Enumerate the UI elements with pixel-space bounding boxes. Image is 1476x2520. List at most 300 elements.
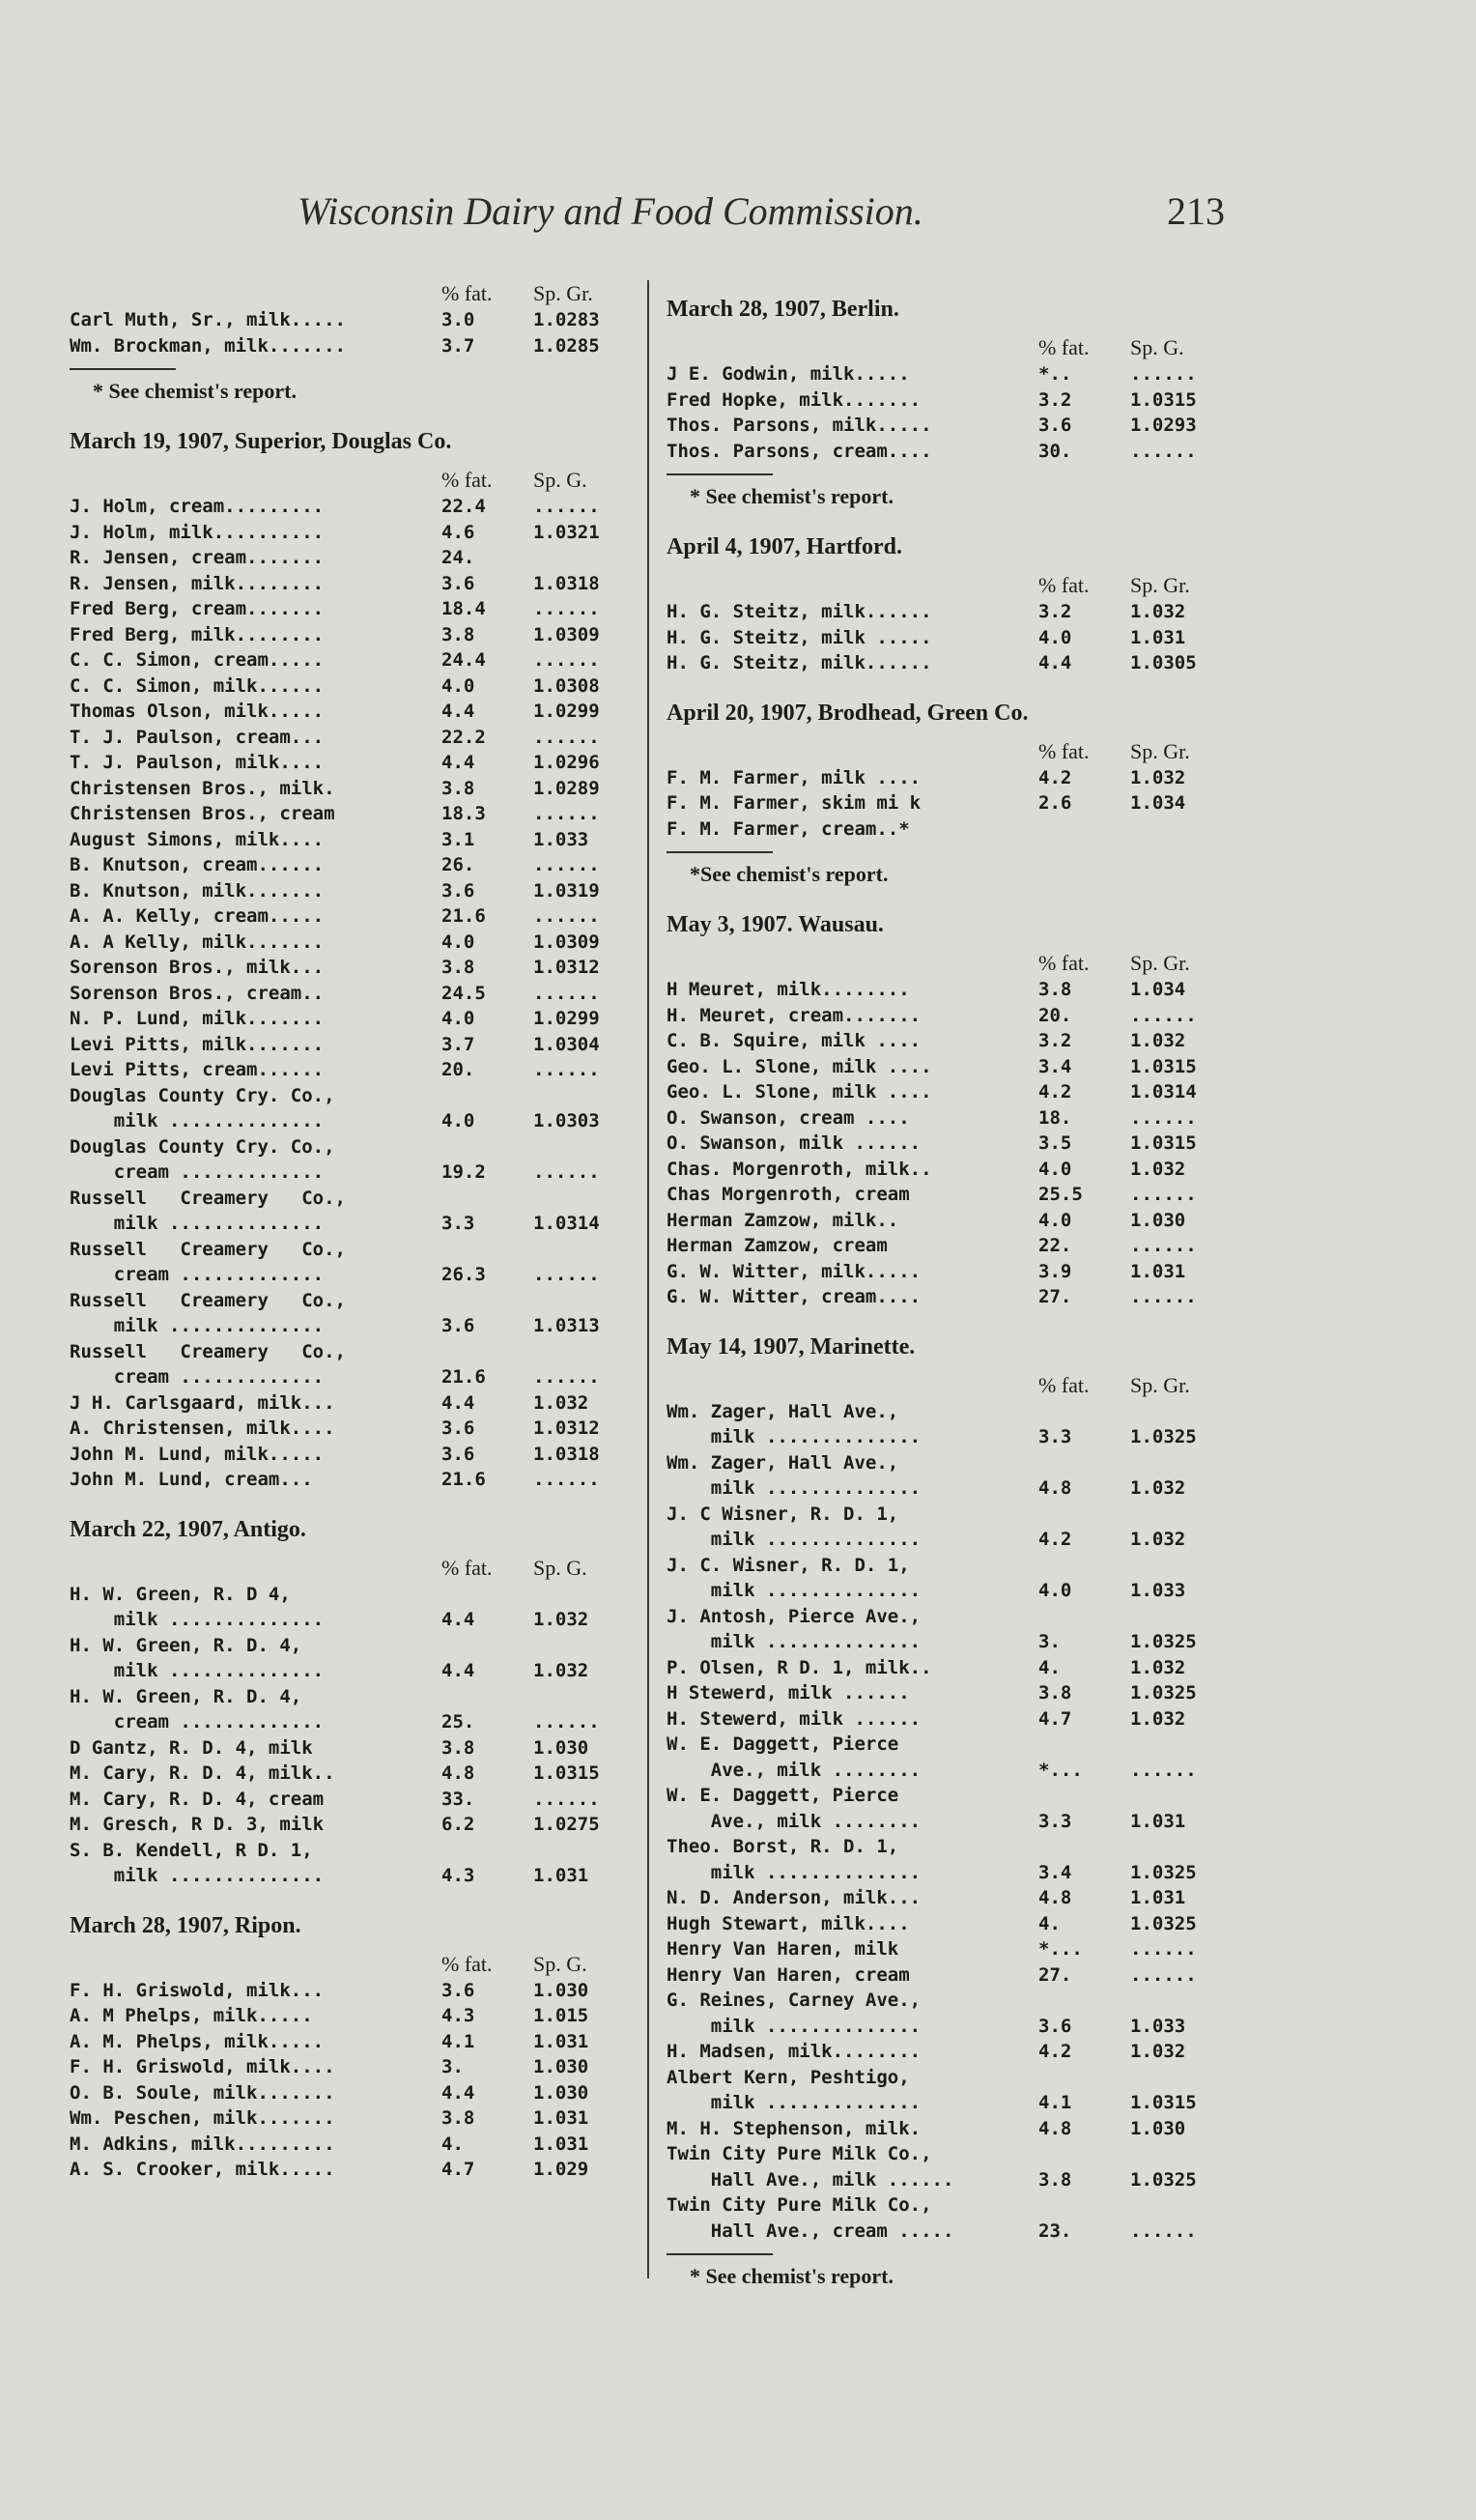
sample-name: T. J. Paulson, cream... [70, 726, 325, 748]
table-row [70, 1211, 649, 1237]
table-row [70, 1339, 649, 1365]
sample-name: T. J. Paulson, milk.... [70, 752, 325, 773]
fat-value: 3.5 [1038, 1132, 1072, 1154]
table-row [70, 307, 649, 333]
section-heading: April 4, 1907, Hartford. [667, 534, 902, 559]
fat-value: 4.4 [441, 1609, 475, 1630]
fat-value: 3.6 [441, 879, 475, 902]
sample-name: W. E. Daggett, Pierce [667, 1785, 899, 1806]
table-row [70, 1390, 649, 1417]
table-row [667, 413, 1246, 439]
fat-value: 18.3 [441, 803, 486, 824]
sample-name: Wm. Zager, Hall Ave., [667, 1451, 899, 1474]
table-row [667, 625, 1246, 651]
sample-name: J E. Godwin, milk..... [667, 363, 910, 385]
fat-value: 3.3 [1038, 1810, 1072, 1832]
table-row [667, 2141, 1246, 2167]
table-row [70, 647, 649, 673]
table-row [70, 1978, 649, 2004]
fat-column-label: % fat. [1038, 738, 1090, 763]
table-row [70, 1262, 649, 1288]
column-header-row [70, 280, 649, 307]
table-row [70, 1787, 649, 1813]
gravity-value: ...... [533, 803, 600, 824]
sample-name: C. C. Simon, cream..... [70, 649, 325, 671]
gravity-column-label: Sp. Gr. [1130, 573, 1190, 597]
gravity-value: 1.031 [533, 1865, 589, 1886]
fat-value: 21.6 [441, 1469, 486, 1490]
gravity-value: ...... [533, 905, 600, 927]
sample-name: Twin City Pure Milk Co., [667, 2143, 932, 2164]
sample-name: H. Madsen, milk........ [667, 2041, 922, 2062]
sample-name: milk .............. [667, 1529, 922, 1550]
fat-value: 3.3 [441, 1213, 475, 1234]
gravity-value: 1.029 [533, 2159, 589, 2180]
gravity-value: ...... [533, 1469, 600, 1490]
table-row [667, 1208, 1246, 1234]
sample-name: G. W. Witter, cream.... [667, 1286, 922, 1307]
sample-name: milk .............. [70, 1609, 325, 1630]
table-row [667, 1233, 1246, 1259]
sample-name: milk .............. [70, 1213, 325, 1234]
table-row [70, 1057, 649, 1083]
gravity-value: 1.032 [533, 1660, 589, 1681]
table-row [667, 1079, 1246, 1105]
gravity-value: ...... [533, 1059, 600, 1080]
sample-name: Herman Zamzow, cream [667, 1235, 888, 1256]
gravity-value: ...... [1130, 1759, 1197, 1781]
fat-value: 26. [441, 854, 475, 875]
table-row [667, 1553, 1246, 1579]
gravity-value: 1.0285 [533, 334, 600, 357]
fat-value: 4.0 [441, 1110, 475, 1131]
table-row [667, 1758, 1246, 1784]
table-row [667, 1680, 1246, 1706]
gravity-value: 1.0315 [1130, 1055, 1197, 1077]
fat-value: 6.2 [441, 1814, 475, 1835]
sample-name: Hugh Stewart, milk.... [667, 1912, 910, 1934]
sample-name: H. G. Steitz, milk ..... [667, 626, 932, 648]
sample-name: milk .............. [667, 1631, 922, 1652]
fat-value: 4.7 [441, 2159, 475, 2180]
sample-name: H. G. Steitz, milk...... [667, 601, 932, 622]
sample-name: Sorenson Bros., cream.. [70, 982, 325, 1004]
sample-name: H. W. Green, R. D 4, [70, 1583, 291, 1605]
sample-name: D Gantz, R. D. 4, milk [70, 1736, 313, 1759]
sample-name: H. Meuret, cream....... [667, 1004, 922, 1026]
fat-value: 4. [1038, 1656, 1061, 1678]
table-row [70, 1761, 649, 1787]
table-row [667, 439, 1246, 465]
table-row [667, 2065, 1246, 2091]
sample-name: H. W. Green, R. D. 4, [70, 1685, 302, 1707]
gravity-value: ...... [533, 1788, 600, 1810]
column-header-row [70, 1951, 649, 1978]
fat-column-label: % fat. [1038, 951, 1090, 975]
gravity-value: 1.032 [1130, 1477, 1186, 1499]
table-row [667, 650, 1246, 676]
table-row [70, 571, 649, 597]
sample-name: M. Cary, R. D. 4, cream [70, 1788, 325, 1810]
table-row [70, 1416, 649, 1442]
sample-name: milk .............. [667, 1861, 922, 1883]
section-heading: March 22, 1907, Antigo. [70, 1516, 306, 1542]
table-row [70, 1684, 649, 1710]
sample-name: O. Swanson, cream .... [667, 1106, 910, 1129]
fat-value: 4.1 [441, 2030, 475, 2052]
gravity-value: 1.0315 [1130, 2092, 1197, 2113]
sample-name: A. S. Crooker, milk..... [70, 2159, 335, 2180]
table-row [667, 2219, 1246, 2245]
table-row [70, 750, 649, 776]
gravity-value: 1.0305 [1130, 652, 1197, 673]
sample-name: Fred Berg, milk........ [70, 623, 325, 645]
sample-name: J. Antosh, Pierce Ave., [667, 1605, 922, 1627]
sample-name: Chas Morgenroth, cream [667, 1184, 910, 1205]
table-row [70, 2003, 649, 2029]
column-header-row [70, 467, 649, 494]
footnote: *See chemist's report. [690, 862, 889, 886]
fat-column-label: % fat. [441, 281, 493, 305]
table-row [70, 1083, 649, 1109]
gravity-column-label: Sp. Gr. [1130, 1372, 1190, 1397]
sample-name: milk .............. [70, 1660, 325, 1681]
fat-column-label: % fat. [1038, 1372, 1090, 1397]
fat-value: 4.0 [1038, 1158, 1072, 1180]
gravity-value: ...... [1130, 1106, 1197, 1129]
footnote-rule [667, 851, 773, 853]
fat-value: 27. [1038, 1286, 1072, 1307]
gravity-value: ...... [533, 982, 600, 1004]
sample-name: M. Gresch, R D. 3, milk [70, 1814, 325, 1835]
gravity-column-label: Sp. Gr. [533, 281, 593, 305]
table-row [70, 1313, 649, 1339]
table-row [667, 1105, 1246, 1131]
section-heading: March 28, 1907, Berlin. [667, 297, 899, 322]
fat-value: 4.8 [441, 1762, 475, 1784]
sample-name: J. C Wisner, R. D. 1, [667, 1503, 899, 1525]
sample-name: Fred Hopke, milk....... [667, 388, 922, 411]
fat-value: 4.4 [441, 2081, 475, 2104]
gravity-value: 1.0313 [533, 1315, 600, 1336]
fat-value: 3.6 [441, 1443, 475, 1465]
sample-name: Levi Pitts, milk....... [70, 1033, 325, 1055]
fat-value: 4.0 [441, 674, 475, 697]
table-row [70, 930, 649, 956]
sample-name: milk .............. [70, 1865, 325, 1886]
report-section [667, 698, 1246, 889]
fat-value: 4.8 [1038, 1477, 1072, 1499]
gravity-value: 1.033 [1130, 1580, 1186, 1601]
fat-value: 3. [441, 2056, 464, 2077]
report-section [667, 531, 1246, 676]
table-row [667, 1655, 1246, 1681]
fat-value: 4.0 [441, 931, 475, 953]
report-section [667, 294, 1246, 510]
table-row [667, 1809, 1246, 1835]
fat-value: 18. [1038, 1106, 1072, 1129]
fat-value: 3.2 [1038, 388, 1072, 411]
table-row [667, 1450, 1246, 1476]
table-row [70, 852, 649, 878]
sample-name: Henry Van Haren, cream [667, 1963, 910, 1986]
gravity-value: 1.0309 [533, 931, 600, 953]
table-row [667, 599, 1246, 625]
fat-value: 3.6 [441, 572, 475, 594]
table-row [70, 673, 649, 700]
sample-name: F. H. Griswold, milk... [70, 1979, 325, 2001]
gravity-value: 1.034 [1130, 792, 1186, 814]
sample-name: Chas. Morgenroth, milk.. [667, 1158, 932, 1180]
footnote: * See chemist's report. [690, 2264, 894, 2288]
gravity-value: 1.0312 [533, 1418, 600, 1439]
sample-name: Ave., milk ........ [667, 1810, 922, 1832]
sample-name: cream ............. [70, 1264, 325, 1285]
fat-value: 4.6 [441, 521, 475, 543]
fat-value: 4.0 [1038, 1209, 1072, 1231]
fat-value: 4. [1038, 1912, 1061, 1934]
gravity-column-label: Sp. G. [533, 1951, 587, 1976]
sample-name: Wm. Peschen, milk....... [70, 2107, 335, 2129]
gravity-value: 1.0308 [533, 674, 600, 697]
fat-value: 3.8 [441, 2107, 475, 2129]
table-row [70, 2054, 649, 2080]
gravity-value: 1.030 [533, 1736, 589, 1759]
fat-value: 30. [1038, 440, 1072, 462]
section-heading: March 19, 1907, Superior, Douglas Co. [70, 429, 452, 454]
table-row [667, 1604, 1246, 1630]
sample-name: W. E. Daggett, Pierce [667, 1733, 899, 1755]
gravity-value: ...... [1130, 1004, 1197, 1026]
sample-name: Ave., milk ........ [667, 1759, 922, 1781]
table-row [667, 1706, 1246, 1732]
sample-name: Christensen Bros., cream [70, 803, 335, 824]
gravity-value: 1.0309 [533, 623, 600, 645]
table-row [70, 1467, 649, 1493]
table-row [667, 816, 1246, 843]
gravity-value: 1.030 [533, 2081, 589, 2104]
table-row [70, 2029, 649, 2055]
sample-name: A. M. Phelps, milk..... [70, 2030, 325, 2052]
gravity-value: ...... [533, 1711, 600, 1732]
gravity-value: ...... [1130, 1235, 1197, 1256]
table-row [70, 1288, 649, 1314]
sample-name: August Simons, milk.... [70, 828, 325, 850]
table-row [70, 981, 649, 1007]
table-row [667, 2014, 1246, 2040]
report-section [667, 1332, 1246, 2291]
fat-value: 3.6 [441, 1979, 475, 2001]
gravity-value: 1.031 [533, 2030, 589, 2052]
sample-name: cream ............. [70, 1161, 325, 1183]
footnote-rule [667, 473, 773, 475]
fat-value: 3.8 [1038, 1682, 1072, 1704]
sample-name: R. Jensen, cream....... [70, 547, 325, 568]
column-header-spacer [70, 1555, 441, 1582]
table-row [70, 1160, 649, 1186]
fat-value: 33. [441, 1788, 475, 1810]
report-section [70, 1910, 649, 2183]
gravity-value: 1.031 [533, 2107, 589, 2129]
fat-value: *... [1038, 1759, 1083, 1781]
sample-name: Levi Pitts, cream...... [70, 1059, 325, 1080]
fat-value: 4.2 [1038, 2041, 1072, 2062]
gravity-value: 1.0314 [1130, 1081, 1197, 1102]
fat-value: 3.7 [441, 1033, 475, 1055]
fat-value: 3.7 [441, 334, 475, 357]
sample-name: H Meuret, milk........ [667, 979, 910, 1000]
fat-value: *.. [1038, 363, 1072, 385]
fat-column-label: % fat. [441, 1951, 493, 1976]
table-row [70, 2132, 649, 2158]
gravity-value: ...... [533, 1161, 600, 1183]
gravity-value: 1.0325 [1130, 1861, 1197, 1883]
fat-value: 22.4 [441, 496, 486, 517]
table-row [667, 790, 1246, 816]
gravity-column-label: Sp. Gr. [1130, 951, 1190, 975]
sample-name: F. M. Farmer, skim mi k [667, 792, 922, 814]
fat-column-label: % fat. [1038, 573, 1090, 597]
sample-name: B. Knutson, milk....... [70, 879, 325, 902]
fat-value: 3.6 [441, 1418, 475, 1439]
fat-value: 3.8 [1038, 979, 1072, 1000]
sample-name: F. M. Farmer, milk .... [667, 766, 922, 788]
sample-name: Geo. L. Slone, milk .... [667, 1055, 932, 1077]
footnote: * See chemist's report. [93, 379, 297, 403]
gravity-value: ...... [533, 649, 600, 671]
sample-name: Douglas County Cry. Co., [70, 1135, 335, 1158]
table-row [70, 2105, 649, 2132]
gravity-value: 1.032 [1130, 601, 1186, 622]
sample-name: J. Holm, milk.......... [70, 521, 325, 543]
table-row [667, 977, 1246, 1003]
gravity-value: ...... [533, 1366, 600, 1388]
table-row [70, 903, 649, 930]
gravity-value: 1.031 [533, 2133, 589, 2155]
sample-name: John M. Lund, cream... [70, 1469, 313, 1490]
sample-name: O. B. Soule, milk....... [70, 2081, 335, 2104]
table-row [667, 1860, 1246, 1886]
sample-name: John M. Lund, milk..... [70, 1443, 325, 1465]
sample-name: N. D. Anderson, milk... [667, 1887, 922, 1908]
fat-value: 26.3 [441, 1264, 486, 1285]
gravity-value: 1.0318 [533, 1443, 600, 1465]
footnote-rule [70, 368, 176, 370]
sample-name: M. H. Stephenson, milk. [667, 2117, 922, 2139]
sample-name: A. Christensen, milk.... [70, 1418, 335, 1439]
table-row [70, 2080, 649, 2106]
sample-name: milk .............. [70, 1315, 325, 1336]
sample-name: Douglas County Cry. Co., [70, 1084, 335, 1106]
table-row [667, 1399, 1246, 1425]
table-row [70, 2157, 649, 2183]
gravity-value: 1.0293 [1130, 415, 1197, 436]
table-row [70, 1633, 649, 1659]
sample-name: cream ............. [70, 1711, 325, 1732]
fat-value: 4.2 [1038, 1529, 1072, 1550]
gravity-value: ...... [1130, 363, 1197, 385]
table-row [70, 545, 649, 571]
table-row [667, 1003, 1246, 1029]
gravity-value: 1.0325 [1130, 1631, 1197, 1652]
sample-name: O. Swanson, milk ...... [667, 1132, 922, 1154]
fat-value: 4.4 [441, 701, 475, 722]
gravity-value: 1.032 [533, 1609, 589, 1630]
left-column [70, 280, 649, 2204]
table-row [70, 1709, 649, 1735]
table-row [667, 1028, 1246, 1054]
fat-value: 24.4 [441, 649, 486, 671]
table-row [70, 1108, 649, 1134]
table-row [70, 1237, 649, 1263]
gravity-value: ...... [1130, 440, 1197, 462]
fat-value: 4.8 [1038, 2117, 1072, 2139]
fat-value: 4.4 [441, 752, 475, 773]
sample-name: Geo. L. Slone, milk .... [667, 1081, 932, 1102]
fat-value: 4.0 [1038, 626, 1072, 648]
table-row [667, 1936, 1246, 1962]
fat-value: 27. [1038, 1963, 1072, 1986]
fat-value: 4.3 [441, 1865, 475, 1886]
sample-name: J. C. Wisner, R. D. 1, [667, 1554, 910, 1576]
gravity-value: 1.032 [1130, 1158, 1186, 1180]
fat-value: 3.1 [441, 828, 475, 850]
fat-value: 3.8 [441, 623, 475, 645]
sample-name: G. Reines, Carney Ave., [667, 1990, 922, 2011]
column-header-row [667, 572, 1246, 599]
fat-value: 4. [441, 2133, 464, 2155]
section-heading: May 3, 1907. Wausau. [667, 912, 884, 937]
gravity-value: 1.032 [533, 1391, 589, 1414]
column-header-row [70, 1555, 649, 1582]
table-row [70, 1186, 649, 1212]
sample-name: cream ............. [70, 1366, 325, 1388]
table-row [667, 1475, 1246, 1502]
sample-name: C. B. Squire, milk .... [667, 1030, 922, 1051]
table-row [667, 1502, 1246, 1528]
sample-name: N. P. Lund, milk....... [70, 1008, 325, 1029]
sample-name: A. A Kelly, milk....... [70, 931, 325, 953]
sample-name: B. Knutson, cream...... [70, 854, 325, 875]
running-header-title: Wisconsin Dairy and Food Commission. [298, 189, 923, 233]
table-row [667, 1527, 1246, 1553]
sample-name: Carl Muth, Sr., milk..... [70, 309, 346, 330]
table-row [667, 765, 1246, 791]
table-row [70, 1134, 649, 1160]
gravity-value: ...... [1130, 1938, 1197, 1960]
fat-value: 24.5 [441, 982, 486, 1004]
gravity-column-label: Sp. G. [533, 1555, 587, 1580]
sample-name: milk .............. [667, 1477, 922, 1499]
sample-name: Henry Van Haren, milk [667, 1938, 899, 1960]
report-section [70, 280, 649, 405]
fat-value: 25.5 [1038, 1184, 1083, 1205]
sample-name: Thomas Olson, milk..... [70, 701, 325, 722]
fat-column-label: % fat. [441, 1555, 493, 1580]
sample-name: H. Stewerd, milk ...... [667, 1707, 922, 1730]
gravity-value: 1.031 [1130, 1810, 1186, 1832]
fat-value: 24. [441, 547, 475, 568]
sample-name: Theo. Borst, R. D. 1, [667, 1836, 899, 1857]
gravity-value: 1.0318 [533, 572, 600, 594]
sample-name: J H. Carlsgaard, milk... [70, 1391, 335, 1414]
table-row [70, 1032, 649, 1058]
report-section [70, 426, 649, 1493]
table-row [70, 725, 649, 751]
sample-name: milk .............. [667, 2015, 922, 2037]
table-row [667, 1578, 1246, 1604]
fat-value: 21.6 [441, 905, 486, 927]
